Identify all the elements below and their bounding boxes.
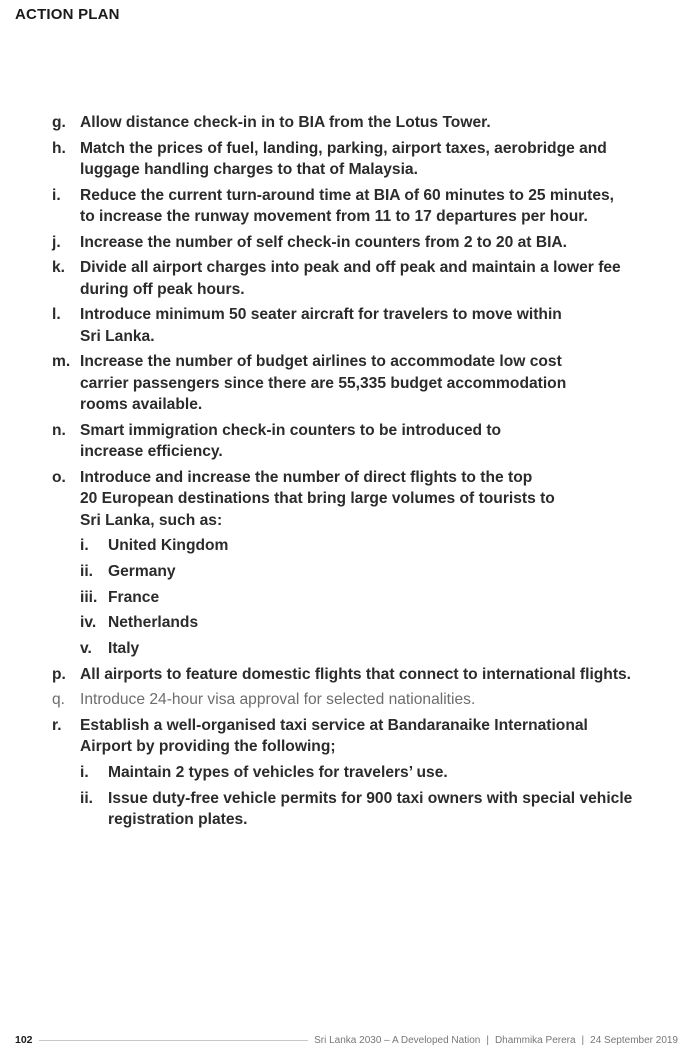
text-line: rooms available.: [80, 396, 203, 413]
sub-list-marker: v.: [80, 640, 92, 658]
country-name: United Kingdom: [108, 537, 229, 554]
list-marker: k.: [52, 259, 66, 276]
list-marker: p.: [52, 665, 66, 683]
country-name: Netherlands: [108, 614, 199, 632]
list-item-p: [52, 664, 682, 686]
text-line: registration plates.: [108, 811, 248, 829]
list-marker: m.: [52, 353, 71, 370]
country-item: [80, 587, 682, 609]
list-item: [52, 138, 682, 181]
country-item: [80, 561, 682, 583]
list-item-text: [80, 304, 682, 347]
sub-list-marker: iv.: [80, 614, 97, 632]
text-line: Introduce minimum 50 seater aircraft for travelers to move within: [80, 306, 562, 323]
footer-separator: |: [486, 1034, 489, 1046]
country-item: [80, 612, 682, 634]
country-item: [80, 535, 682, 557]
page-number: 102: [15, 1034, 33, 1046]
list-item: [52, 257, 682, 300]
text-line: during off peak hours.: [80, 280, 245, 298]
list-item-q: [52, 689, 682, 711]
text-line: carrier passengers since there are 55,335 budget accommodation: [80, 374, 567, 392]
text-line: increase efficiency.: [80, 443, 223, 460]
text-line: Sri Lanka.: [80, 327, 155, 345]
list-item-text: [80, 185, 682, 228]
list-item: [52, 304, 682, 347]
list-item: [52, 232, 682, 254]
taxi-sub-item: [80, 762, 682, 784]
footer-rule: [39, 1040, 309, 1041]
list-item-text: All airports to feature domestic flights that connect to international flights.: [80, 665, 632, 683]
text-line: Match the prices of fuel, landing, parking, airport taxes, aerobridge and: [80, 139, 607, 157]
list-item-text: [80, 138, 682, 181]
taxi-sub-item: [80, 788, 682, 831]
main-items: [52, 112, 682, 531]
list-item: [52, 420, 682, 463]
text-line: Divide all airport charges into peak and off peak and maintain a lower fee: [80, 259, 621, 276]
list-item-text: [80, 715, 682, 758]
sub-list-marker: iii.: [80, 588, 98, 606]
list-item: [52, 467, 682, 532]
text-line: Increase the number of self check-in counters from 2 to 20 at BIA.: [80, 233, 568, 251]
sub-item-text: [108, 788, 682, 831]
sub-list-marker: i.: [80, 763, 89, 781]
country-name: Germany: [108, 562, 176, 580]
text-line: luggage handling charges to that of Malaysia.: [80, 161, 418, 178]
sub-item-text: [108, 762, 682, 784]
text-line: Maintain 2 types of vehicles for travelers’ use.: [108, 763, 448, 781]
footer-date: 24 September 2019: [590, 1034, 678, 1046]
list-marker: i.: [52, 186, 61, 204]
list-item-text: Introduce 24-hour visa approval for selected nationalities.: [80, 691, 476, 709]
text-line: Reduce the current turn-around time at BIA of 60 minutes to 25 minutes,: [80, 186, 615, 204]
list-marker: o.: [52, 468, 66, 486]
text-line: Issue duty-free vehicle permits for 900 taxi owners with special vehicle: [108, 789, 633, 807]
list-marker: q.: [52, 691, 66, 709]
text-line: 20 European destinations that bring large volumes of tourists to: [80, 490, 555, 507]
list-item: [52, 112, 682, 134]
list-item-text: [80, 420, 682, 463]
list-item-text: [80, 467, 682, 532]
list-marker: j.: [52, 233, 61, 251]
list-item: [52, 351, 682, 416]
footer-separator: |: [581, 1034, 585, 1046]
action-plan-list: [52, 112, 682, 835]
country-item: [80, 638, 682, 660]
list-marker: h.: [52, 139, 66, 157]
footer-author: Dhammika Perera: [494, 1034, 576, 1046]
list-marker: g.: [52, 114, 66, 131]
list-marker: n.: [52, 421, 66, 439]
sub-list-marker: ii.: [80, 562, 93, 580]
list-item-text: [80, 232, 682, 254]
list-item-text: [80, 351, 682, 416]
text-line: Smart immigration check-in counters to be introduced to: [80, 421, 502, 439]
text-line: Introduce and increase the number of direct flights to the top: [80, 468, 533, 486]
page-section-title: ACTION PLAN: [15, 6, 120, 23]
text-line: Establish a well-organised taxi service at Bandaranaike International: [80, 716, 588, 734]
country-name: Italy: [108, 640, 140, 658]
footer-book-title: Sri Lanka 2030 – A Developed Nation: [314, 1034, 481, 1046]
destination-country-list: [80, 535, 682, 660]
text-line: Increase the number of budget airlines to accommodate low cost: [80, 353, 562, 370]
text-line: to increase the runway movement from 11 to 17 departures per hour.: [80, 208, 588, 225]
list-marker: l.: [52, 306, 61, 323]
list-marker: r.: [52, 716, 62, 734]
list-item: [52, 185, 682, 228]
text-line: Airport by providing the following;: [80, 738, 336, 756]
list-item-text: [80, 257, 682, 300]
sub-list-marker: i.: [80, 537, 89, 554]
page-footer: [15, 1034, 678, 1046]
text-line: Sri Lanka, such as:: [80, 511, 223, 529]
list-item-r: [52, 715, 682, 758]
list-item-text: [80, 112, 682, 134]
text-line: Allow distance check-in in to BIA from the Lotus Tower.: [80, 114, 491, 131]
country-name: France: [108, 588, 160, 606]
taxi-service-list: [80, 762, 682, 831]
sub-list-marker: ii.: [80, 789, 93, 807]
